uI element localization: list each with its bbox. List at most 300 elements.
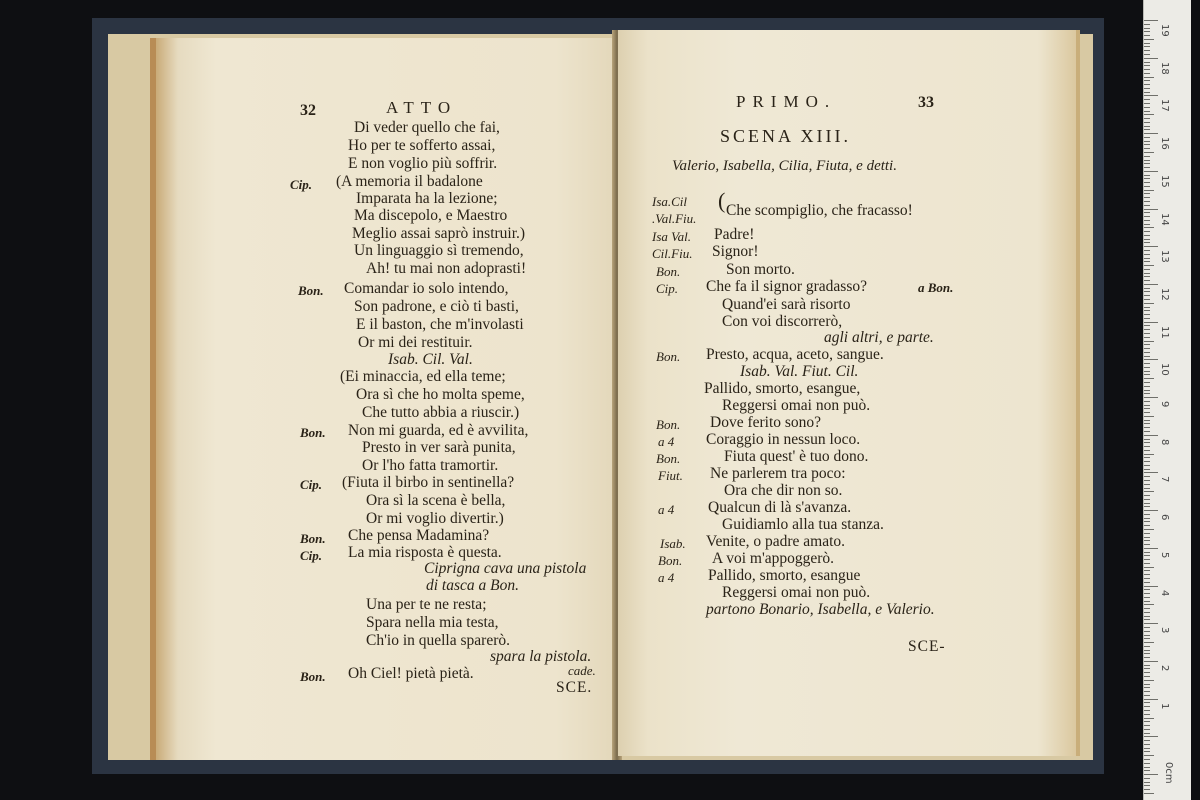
catchword: SCE- [908, 638, 946, 655]
ruler-number: 4 [1159, 589, 1170, 596]
ruler-tick [1144, 548, 1158, 549]
ruler-tick [1144, 710, 1150, 711]
ruler-tick [1144, 50, 1150, 51]
ruler-tick [1144, 521, 1150, 522]
ruler-tick [1144, 99, 1150, 100]
ruler-number: 10 [1159, 363, 1170, 377]
ruler-tick [1144, 755, 1154, 756]
verse-line: Qualcun di là s'avanza. [708, 499, 852, 516]
ruler-tick [1144, 499, 1150, 500]
verse-line: Reggersi omai non può. [722, 584, 871, 601]
ruler-tick [1144, 555, 1150, 556]
speaker-label: Cip. [290, 177, 313, 192]
ruler-tick [1144, 258, 1150, 259]
speaker-label: Bon. [656, 349, 681, 364]
ruler-tick [1144, 691, 1150, 692]
ruler-tick [1144, 638, 1150, 639]
ruler-tick [1144, 107, 1150, 108]
ruler-tick [1144, 450, 1150, 451]
ruler-tick [1144, 299, 1150, 300]
ruler-tick [1144, 601, 1150, 602]
ruler-tick [1144, 133, 1158, 134]
ruler-tick [1144, 118, 1150, 119]
ruler-tick [1144, 62, 1150, 63]
measuring-ruler [1143, 0, 1191, 800]
ruler-tick [1144, 706, 1150, 707]
stage-direction: Isab. Val. Fiut. Cil. [740, 363, 859, 380]
stage-direction: partono Bonario, Isabella, e Valerio. [706, 601, 935, 618]
ruler-tick [1144, 721, 1150, 722]
ruler-tick [1144, 201, 1150, 202]
ruler-tick [1144, 563, 1150, 564]
ruler-tick [1144, 405, 1150, 406]
speaker-label: Bon. [300, 669, 326, 684]
scene-characters: Valerio, Isabella, Cilia, Fiuta, e detti. [672, 158, 897, 174]
ruler-tick [1144, 269, 1150, 270]
ruler-tick [1144, 24, 1150, 25]
verse-line: Venite, o padre amato. [706, 533, 846, 550]
ruler-tick [1144, 28, 1150, 29]
ruler-tick [1144, 480, 1150, 481]
verse-line: Or mi voglio divertir.) [366, 510, 504, 527]
ruler-number: 17 [1159, 99, 1170, 113]
ruler-tick [1144, 510, 1158, 511]
ruler-tick [1144, 420, 1150, 421]
ruler-tick [1144, 58, 1158, 59]
ruler-tick [1144, 205, 1150, 206]
ruler-tick [1144, 574, 1150, 575]
verse-line: La mia risposta è questa. [348, 544, 502, 561]
stage-direction: agli altri, e parte. [824, 329, 934, 346]
ruler-tick [1144, 680, 1154, 681]
right-running-head: PRIMO. [736, 92, 837, 111]
ruler-tick [1144, 80, 1150, 81]
ruler-tick [1144, 461, 1150, 462]
ruler-tick [1144, 586, 1158, 587]
ruler-tick [1144, 525, 1150, 526]
ruler-tick [1144, 250, 1150, 251]
ruler-tick [1144, 495, 1150, 496]
ruler-tick [1144, 235, 1150, 236]
ruler-tick [1144, 171, 1158, 172]
ruler-tick [1144, 261, 1150, 262]
ruler-tick [1144, 736, 1158, 737]
ruler-number: 7 [1159, 476, 1170, 483]
speaker-label: Isab. [660, 536, 686, 551]
verse-line: Or mi dei restituir. [358, 334, 473, 351]
speaker-label: Cip. [300, 477, 323, 492]
speaker-label: Cip. [300, 548, 323, 563]
verse-line: Presto, acqua, aceto, sangue. [706, 346, 884, 363]
ruler-tick [1144, 88, 1150, 89]
stage-direction: cade. [568, 663, 596, 678]
ruler-tick [1144, 209, 1158, 210]
ruler-tick [1144, 273, 1150, 274]
ruler-tick [1144, 767, 1150, 768]
verse-line: Ora che dir non so. [724, 482, 843, 499]
ruler-tick [1144, 702, 1150, 703]
ruler-tick [1144, 695, 1150, 696]
ruler-tick [1144, 506, 1150, 507]
ruler-number: 19 [1159, 24, 1170, 37]
ruler-number: 18 [1159, 61, 1170, 75]
ruler-tick [1144, 544, 1150, 545]
verse-line: Or l'ho fatta tramortir. [362, 457, 499, 474]
ruler-tick [1144, 144, 1150, 145]
ruler-tick [1144, 457, 1150, 458]
ruler-number: 16 [1159, 137, 1170, 150]
ruler-tick [1144, 699, 1158, 700]
speaker-label: Cil.Fiu. [652, 246, 693, 261]
verse-line: Son morto. [726, 261, 795, 278]
ruler-tick [1144, 46, 1150, 47]
ruler-tick [1144, 382, 1150, 383]
speaker-label: Bon. [300, 531, 326, 546]
ruler-tick [1144, 337, 1150, 338]
ruler-tick [1144, 216, 1150, 217]
ruler-tick [1144, 729, 1150, 730]
ruler-tick [1144, 714, 1150, 715]
ruler-tick [1144, 344, 1150, 345]
ruler-tick [1144, 322, 1158, 323]
ruler-tick [1144, 178, 1150, 179]
speaker-label: Cip. [656, 281, 679, 296]
ruler-tick [1144, 276, 1150, 277]
verse-line: Che scompiglio, che fracasso! [726, 202, 913, 219]
right-page [618, 30, 1080, 756]
ruler-tick [1144, 329, 1150, 330]
verse-line: A voi m'appoggerò. [712, 550, 835, 567]
ruler-tick [1144, 657, 1150, 658]
ruler-tick [1144, 114, 1154, 115]
verse-line: Un linguaggio sì tremendo, [354, 242, 524, 259]
left-page-number: 32 [300, 102, 316, 119]
verse-line: Presto in ver sarà punita, [362, 439, 516, 456]
verse-line: Ne parlerem tra poco: [710, 465, 846, 482]
ruler-tick [1144, 197, 1150, 198]
ruler-tick [1144, 239, 1150, 240]
ruler-tick [1144, 782, 1150, 783]
right-page-number: 33 [918, 94, 934, 111]
ruler-tick [1144, 612, 1150, 613]
verse-line: Reggersi omai non può. [722, 397, 871, 414]
verse-line: Meglio assai saprò instruir.) [352, 225, 526, 242]
ruler-tick [1144, 137, 1150, 138]
ruler-tick [1144, 631, 1150, 632]
ruler-tick [1144, 646, 1150, 647]
ruler-tick [1144, 661, 1158, 662]
ruler-tick [1144, 589, 1150, 590]
ruler-number: 15 [1159, 174, 1170, 188]
ruler-tick [1144, 310, 1150, 311]
speaker-label: Bon. [658, 553, 683, 568]
verse-line: Una per te ne resta; [366, 596, 487, 613]
ruler-tick [1144, 254, 1150, 255]
ruler-tick [1144, 454, 1154, 455]
ruler-tick [1144, 733, 1150, 734]
ruler-tick [1144, 303, 1154, 304]
ruler-tick [1144, 740, 1150, 741]
ruler-number: 14 [1159, 212, 1170, 226]
ruler-tick [1144, 148, 1150, 149]
ruler-tick [1144, 751, 1150, 752]
ruler-tick [1144, 763, 1150, 764]
ruler-tick [1144, 570, 1150, 571]
verse-line: Fiuta quest' è tuo dono. [724, 448, 869, 465]
ruler-tick [1144, 552, 1150, 553]
ruler-unit-label: 0cm [1163, 762, 1174, 784]
verse-line: Non mi guarda, ed è avvilita, [348, 422, 529, 439]
verse-line: Coraggio in nessun loco. [706, 431, 861, 448]
ruler-tick [1144, 439, 1150, 440]
ruler-tick [1144, 341, 1154, 342]
speaker-label: a 4 [658, 502, 675, 517]
verse-line: Ora sì la scena è bella, [366, 492, 506, 509]
ruler-tick [1144, 141, 1150, 142]
verse-line: Che fa il signor gradasso? [706, 278, 867, 295]
ruler-tick [1144, 533, 1150, 534]
ruler-tick [1144, 390, 1150, 391]
ruler-tick [1144, 193, 1150, 194]
ruler-tick [1144, 356, 1150, 357]
ruler-tick [1144, 684, 1150, 685]
ruler-tick [1144, 446, 1150, 447]
speaker-label: Bon. [656, 451, 681, 466]
ruler-tick [1144, 43, 1150, 44]
ruler-tick [1144, 578, 1150, 579]
ruler-number: 11 [1159, 325, 1170, 339]
ruler-tick [1144, 20, 1158, 21]
ruler-tick [1144, 653, 1150, 654]
ruler-tick [1144, 668, 1150, 669]
ruler-tick [1144, 352, 1150, 353]
ruler-tick [1144, 77, 1154, 78]
ruler-tick [1144, 619, 1150, 620]
ruler-tick [1144, 348, 1150, 349]
ruler-tick [1144, 126, 1150, 127]
speaker-label: Bon. [656, 264, 681, 279]
ruler-tick [1144, 472, 1158, 473]
ruler-tick [1144, 65, 1150, 66]
ruler-tick [1144, 608, 1150, 609]
ruler-tick [1144, 518, 1150, 519]
verse-line: Oh Ciel! pietà pietà. [348, 665, 474, 682]
ruler-tick [1144, 325, 1150, 326]
ruler-tick [1144, 167, 1150, 168]
ruler-tick [1144, 529, 1154, 530]
ruler-tick [1144, 265, 1154, 266]
speaker-label: Fiut. [658, 468, 683, 483]
speaker-label: .Val.Fiu. [652, 211, 697, 226]
ruler-tick [1144, 374, 1150, 375]
ruler-tick [1144, 103, 1150, 104]
verse-line: Guidiamlo alla tua stanza. [722, 516, 884, 533]
ruler-tick [1144, 778, 1150, 779]
ruler-tick [1144, 378, 1154, 379]
ruler-tick [1144, 401, 1150, 402]
ruler-number: 9 [1159, 401, 1170, 408]
ruler-tick [1144, 469, 1150, 470]
ruler-tick [1144, 567, 1154, 568]
verse-line: Di veder quello che fai, [354, 119, 500, 136]
ruler-tick [1144, 604, 1154, 605]
ruler-tick [1144, 95, 1158, 96]
ruler-tick [1144, 367, 1150, 368]
verse-line: E non voglio più soffrir. [348, 155, 498, 172]
ruler-tick [1144, 291, 1150, 292]
ruler-number: 2 [1159, 664, 1170, 672]
verse-line: Ch'io in quella sparerò. [366, 632, 510, 649]
ruler-tick [1144, 514, 1150, 515]
ruler-tick [1144, 537, 1150, 538]
ruler-tick [1144, 789, 1150, 790]
ruler-tick [1144, 593, 1150, 594]
ruler-tick [1144, 793, 1154, 794]
verse-line: Che pensa Madamina? [348, 527, 490, 544]
verse-line: Ora sì che ho molta speme, [356, 386, 525, 403]
ruler-tick [1144, 650, 1150, 651]
verse-line: Ma discepolo, e Maestro [354, 207, 508, 224]
ruler-tick [1144, 672, 1150, 673]
ruler-tick [1144, 442, 1150, 443]
ruler-tick [1144, 84, 1150, 85]
ruler-tick [1144, 314, 1150, 315]
speaker-label: a 4 [658, 570, 675, 585]
ruler-tick [1144, 416, 1154, 417]
stage-direction: spara la pistola. [490, 648, 592, 665]
speaker-label: Isa.Cil [652, 194, 688, 209]
speaker-label: Bon. [656, 417, 681, 432]
verse-line: (Fiuta il birbo in sentinella? [342, 474, 515, 491]
ruler-tick [1144, 186, 1150, 187]
ruler-tick [1144, 785, 1150, 786]
ruler-tick [1144, 288, 1150, 289]
verse-line: Imparata ha la lezione; [356, 190, 498, 207]
ruler-tick [1144, 744, 1150, 745]
verse-line: Pallido, smorto, esangue, [704, 380, 861, 397]
ruler-tick [1144, 435, 1158, 436]
speaker-label: Bon. [300, 425, 326, 440]
ruler-tick [1144, 423, 1150, 424]
ruler-tick [1144, 35, 1150, 36]
speaker-label: Isa Val. [652, 229, 691, 244]
ruler-tick [1144, 69, 1150, 70]
ruler-tick [1144, 212, 1150, 213]
ruler-tick [1144, 582, 1150, 583]
stage-direction: Ciprigna cava una pistola [424, 560, 587, 577]
ruler-tick [1144, 665, 1150, 666]
verse-line: Quand'ei sarà risorto [722, 296, 851, 313]
ruler-tick [1144, 363, 1150, 364]
ruler-tick [1144, 280, 1150, 281]
ruler-tick [1144, 397, 1158, 398]
ruler-tick [1144, 227, 1154, 228]
ruler-tick [1144, 31, 1150, 32]
ruler-tick [1144, 318, 1150, 319]
verse-line: (Ei minaccia, ed ella teme; [340, 368, 506, 385]
ruler-number: 1 [1159, 702, 1170, 709]
stage-direction: di tasca a Bon. [426, 577, 519, 594]
ruler-tick [1144, 412, 1150, 413]
ruler-tick [1144, 295, 1150, 296]
ruler-number: 3 [1159, 627, 1170, 634]
ruler-tick [1144, 371, 1150, 372]
ruler-tick [1144, 224, 1150, 225]
catchword: SCE. [556, 679, 593, 696]
ruler-tick [1144, 73, 1150, 74]
ruler-tick [1144, 465, 1150, 466]
ruler-tick [1144, 718, 1154, 719]
stage-direction: Isab. Cil. Val. [388, 351, 473, 368]
ruler-tick [1144, 129, 1150, 130]
verse-line: Padre! [714, 226, 755, 243]
ruler-tick [1144, 616, 1150, 617]
verse-line: Pallido, smorto, esangue [708, 567, 861, 584]
ruler-tick [1144, 540, 1150, 541]
verse-line: Con voi discorrerò, [722, 313, 843, 330]
ruler-tick [1144, 246, 1158, 247]
ruler-tick [1144, 54, 1150, 55]
ruler-tick [1144, 476, 1150, 477]
ruler-tick [1144, 175, 1150, 176]
verse-line: E il baston, che m'involasti [356, 316, 524, 333]
ruler-tick [1144, 220, 1150, 221]
speaker-label: Bon. [298, 283, 324, 298]
speaker-label: a 4 [658, 434, 675, 449]
ruler-tick [1144, 725, 1150, 726]
ruler-tick [1144, 627, 1150, 628]
stage-direction: a Bon. [918, 280, 954, 295]
ruler-tick [1144, 231, 1150, 232]
ruler-tick [1144, 190, 1154, 191]
verse-line: Comandar io solo intendo, [344, 280, 509, 297]
ruler-tick [1144, 427, 1150, 428]
ruler-tick [1144, 774, 1158, 775]
ruler-tick [1144, 111, 1150, 112]
ruler-tick [1144, 242, 1150, 243]
ruler-tick [1144, 491, 1154, 492]
ruler-tick [1144, 748, 1150, 749]
ruler-tick [1144, 122, 1150, 123]
ruler-tick [1144, 687, 1150, 688]
ruler-number: 8 [1159, 438, 1170, 446]
left-running-head: ATTO [386, 98, 458, 117]
ruler-number: 6 [1159, 514, 1170, 521]
verse-line: Ho per te sofferto assai, [348, 137, 496, 154]
ruler-tick [1144, 642, 1154, 643]
ruler-tick [1144, 597, 1150, 598]
ruler-tick [1144, 770, 1150, 771]
verse-line: Signor! [712, 243, 759, 260]
brace-glyph: ( [718, 188, 726, 213]
verse-line: Spara nella mia testa, [366, 614, 499, 631]
ruler-tick [1144, 759, 1150, 760]
ruler-number: 12 [1159, 287, 1170, 301]
left-page [150, 38, 616, 760]
ruler-number: 5 [1159, 551, 1170, 559]
ruler-tick [1144, 92, 1150, 93]
ruler-tick [1144, 488, 1150, 489]
ruler-tick [1144, 152, 1154, 153]
ruler-tick [1144, 284, 1158, 285]
ruler-tick [1144, 431, 1150, 432]
ruler-tick [1144, 503, 1150, 504]
ruler-tick [1144, 393, 1150, 394]
verse-line: Che tutto abbia a riuscir.) [362, 404, 520, 421]
verse-line: Dove ferito sono? [710, 414, 822, 431]
ruler-tick [1144, 676, 1150, 677]
ruler-tick [1144, 359, 1158, 360]
